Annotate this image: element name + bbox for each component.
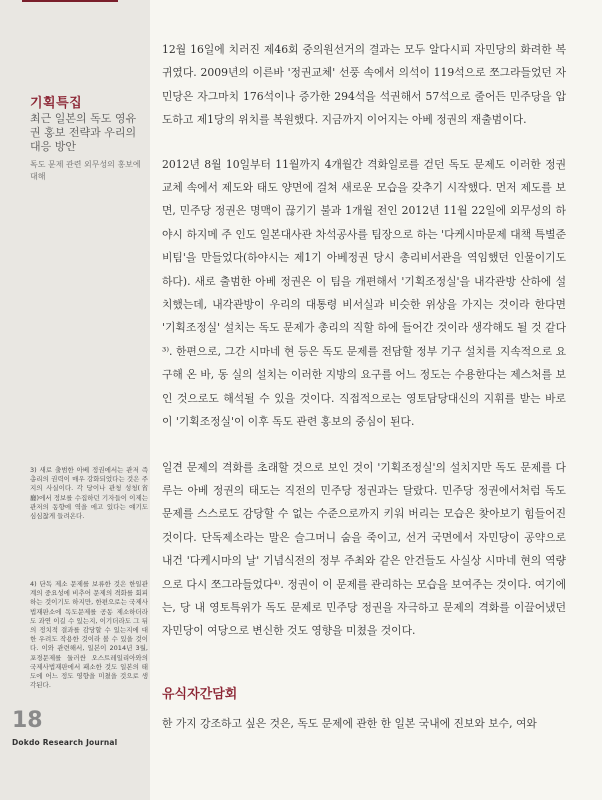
- paragraph-3: 일견 문제의 격화를 초래할 것으로 보인 것이 '기획조정실'의 설치지만 독도 문제를 다루는 아베 정권의 태도는 직전의 민주당 정권과는 달랐다. 민주당 정권에서처럼 독도 문제를 스스로도 감당할 수 없는 수준으로까지 키워 버리는 모습은 찾아보기 힘들어진 것이다. 단독제소라는 말은 슬그머니 숨을 죽이고, 선거 국면에서 자민당이 공약으로 내건 '다케시마의 날' 기념식전의 정부 주최와 같은 안건들도 사실상 시마네 현의 역량으로 다시 쪼그라들었다⁴⁾. 정권이 이 문제를 관리하는 모습을 보여주는 것이다. 여기에는, 당 내 영토특위가 독도 문제로 민주당 정권을 자극하고 문제의 격화를 이끌어냈던 자민당이 여당으로 변신한 것도 영향을 미쳤을 것이다.: [162, 460, 566, 638]
- section-title: 최근 일본의 독도 영유권 홍보 전략과 우리의 대응 방안: [30, 112, 137, 153]
- page-number: 18: [12, 708, 43, 733]
- paragraph-2: 2012년 8월 10일부터 11월까지 4개월간 격화일로를 걷던 독도 문제도 이러한 정권교체 속에서 제도와 태도 양면에 걸쳐 새로운 모습을 갖추기 시작했다. 먼저 제도를 보면, 민주당 정권은 명맥이 끊기기 불과 1개월 전인 2012년 11월 22일에 외무성의 하야시 하지메 주 인도 일본대사관 차석공사를 팀장으로 하는 '다케시마문제 대책 특별준비팀'을 만들었다(하야시는 제1기 아베정권 당시 총리비서관을 역임했던 인물이기도 하다). 새로 출범한 아베 정권은 이 팀을 개편해서 '기획조정실'을 내각관방 산하에 설치했는데, 내각관방이 우리의 대통령 비서실과 비슷한 위상을 가지는 것이라 한다면 '기획조정실' 설치는 독도 문제가 총리의 직할 하에 들어간 것이라 생각해도 될 것 같다³⁾. 한편으로, 그간 시마네 현 등은 독도 문제를 전담할 정부 기구 설치를 지속적으로 요구해 온 바, 동 실의 설치는 이러한 지방의 요구를 어느 정도는 수용한다는 제스처를 보인 것으로도 해석될 수 있을 것이다. 직접적으로는 영토담당대신의 지휘를 받는 바로 이 '기획조정실'이 이후 독도 관련 홍보의 중심이 된다.: [162, 157, 566, 429]
- footnote-4: 4) 단독 제소 문제를 보류한 것은 한일관계의 중요성에 비추어 문제의 격화를 회피하는 것이기도 하지만, 한편으로는 국제사법재판소에 독도문제를 공동 제소하더라도 과연 이길 수 있는지, 이기더라도 그 뒤의 정치적 결과를 감당할 수 있는지에 대한 우려도 작용한 것이라 볼 수 있을 것이다. 이와 관련해서, 일본이 2014년 3월, 포경문제를 둘러싼 오스트레일리아와의 국제사법재판에서 패소한 것도 일본의 태도에 어느 정도 영향을 미쳤을 것으로 생각된다.: [30, 580, 148, 690]
- accent-line: [22, 0, 118, 2]
- sidebar: [0, 0, 150, 800]
- paragraph-4: 한 가지 강조하고 싶은 것은, 독도 문제에 관한 한 일본 국내에 진보와 보수, 여와: [162, 717, 537, 730]
- main-text: [162, 38, 566, 669]
- journal-name: Dokdo Research Journal: [12, 738, 118, 747]
- footnote-3: 3) 새로 출범한 아베 정권에서는 관저 즉 총리의 권력이 매우 강화되었다는 것은 주지의 사실이다. 각 당이나 관청 성청(省廳)에서 정보를 수집하던 기자들이 이제는 관저의 동향에 역을 에고 있다는 얘기도 심심찮게 들려온다.: [30, 466, 148, 521]
- section-subtitle: 독도 문제 관련 외무성의 홍보에 대해: [30, 160, 141, 181]
- section-heading: 유식자간담회: [162, 687, 238, 702]
- paragraph-1: 12월 16일에 치러진 제46회 중의원선거의 결과는 모두 알다시피 자민당의 화려한 복귀였다. 2009년의 이른바 '정권교체' 선풍 속에서 의석이 119석으로 쪼그라들었던 자민당은 자그마치 176석이나 증가한 294석을 석권해서 57석으로 줄어든 민주당을 압도하고 제1당의 위치를 복원했다. 지금까지 이어지는 아베 정권의 재출범이다.: [162, 43, 566, 127]
- section-label: 기획특집: [30, 96, 83, 111]
